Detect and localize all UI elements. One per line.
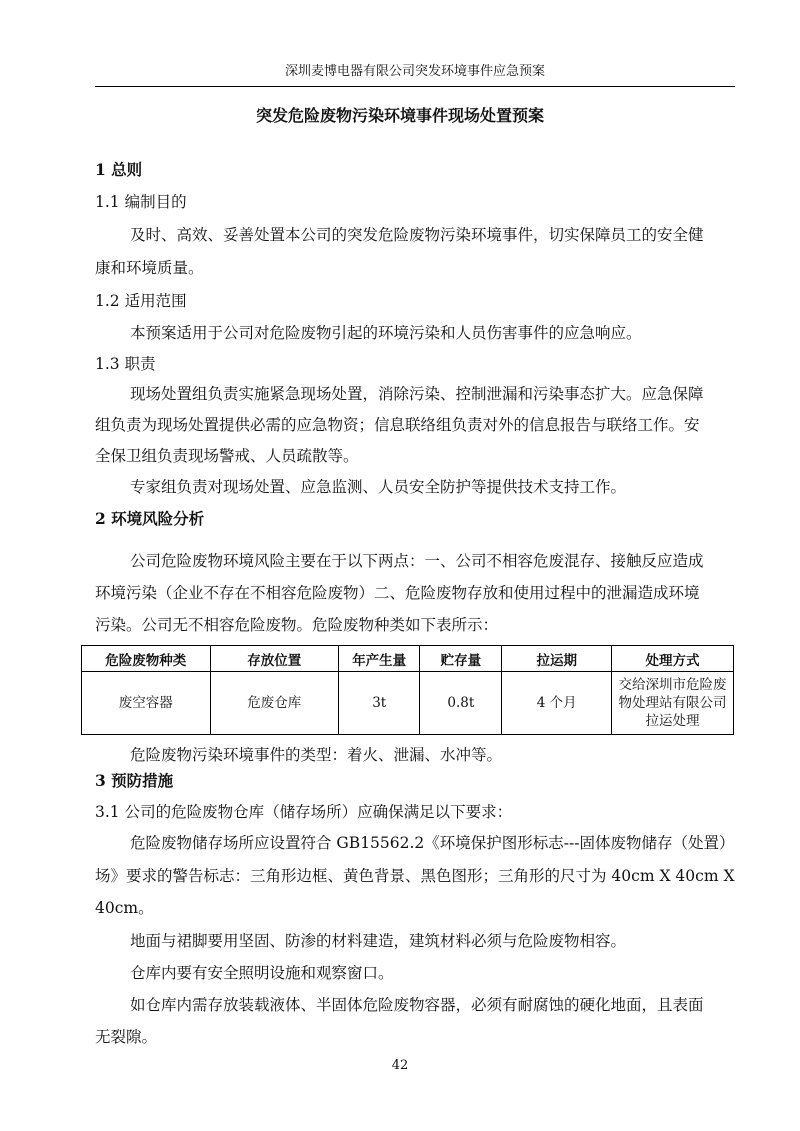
paragraph-risk-line-1: 公司危险废物环境风险主要在于以下两点：一、公司不相容危废混存、接触反应造成: [130, 552, 704, 570]
table-header: 存放位置: [210, 646, 339, 672]
paragraph-risk-line-2: 环境污染（企业不存在不相容危险废物）二、危险废物存放和使用过程中的泄漏造成环境: [95, 584, 700, 602]
disposal-method-line-1: 交给深圳市危险废: [618, 677, 727, 693]
paragraph-liquid-storage-line-1: 如仓库内需存放装载液体、半固体危险废物容器，必须有耐腐蚀的硬化地面，且表面: [130, 996, 704, 1014]
paragraph-signage-line-3: 40cm。: [95, 899, 154, 917]
table-row: [82, 672, 734, 735]
hazardous-waste-table: [81, 645, 734, 735]
paragraph-duties-line-2: 组负责为现场处置提供必需的应急物资；信息联络组负责对外的信息报告与联络工作。安: [95, 416, 700, 434]
paragraph-event-types: 危险废物污染环境事件的类型：着火、泄漏、水冲等。: [130, 746, 503, 764]
section-1-1-heading: 1.1 编制目的: [95, 193, 187, 211]
paragraph-scope: 本预案适用于公司对危险废物引起的环境污染和人员伤害事件的应急响应。: [130, 324, 642, 342]
cell-disposal-method: [612, 672, 734, 735]
running-header: 深圳麦博电器有限公司突发环境事件应急预案: [95, 64, 735, 87]
paragraph-duties-line-3: 全保卫组负责现场警戒、人员疏散等。: [95, 447, 359, 465]
paragraph-signage-line-1: 危险废物储存场所应设置符合 GB15562.2《环境保护图形标志---固体废物储存（处置）: [130, 834, 735, 852]
document-title: 突发危险废物污染环境事件现场处置预案: [255, 106, 544, 125]
paragraph-liquid-storage-line-2: 无裂隙。: [95, 1028, 158, 1046]
section-1-2-heading: 1.2 适用范围: [95, 292, 187, 310]
paragraph-risk-line-3: 污染。公司无不相容危险废物。危险废物种类如下表所示：: [95, 616, 499, 634]
table-header-row: [82, 646, 734, 672]
table-header: 贮存量: [420, 646, 502, 672]
table-header: 处理方式: [612, 646, 734, 672]
section-3-heading: 3 预防措施: [95, 771, 174, 790]
table-header: 危险废物种类: [82, 646, 211, 672]
paragraph-lighting: 仓库内要有安全照明设施和观察窗口。: [130, 964, 394, 982]
paragraph-duties-line-4: 专家组负责对现场处置、应急监测、人员安全防护等提供技术支持工作。: [130, 478, 627, 496]
section-2-heading: 2 环境风险分析: [95, 509, 205, 528]
disposal-method-line-3: 拉运处理: [645, 713, 700, 729]
table-header: 年产生量: [339, 646, 420, 672]
paragraph-purpose-line-2: 康和环境质量。: [95, 259, 204, 277]
section-3-1-heading: 3.1 公司的危险废物仓库（储存场所）应确保满足以下要求：: [95, 803, 513, 821]
cell-annual-output: 3t: [339, 672, 420, 735]
paragraph-floor: 地面与裙脚要用坚固、防渗的材料建造，建筑材料必须与危险废物相容。: [130, 932, 627, 950]
paragraph-duties-line-1: 现场处置组负责实施紧急现场处置，消除污染、控制泄漏和污染事态扩大。应急保障: [130, 385, 704, 403]
section-1-3-heading: 1.3 职责: [95, 355, 156, 373]
cell-storage-location: 危废仓库: [210, 672, 339, 735]
table-header: 拉运期: [502, 646, 612, 672]
cell-haul-period: 4 个月: [502, 672, 612, 735]
cell-storage-amount: 0.8t: [420, 672, 502, 735]
section-1-heading: 1 总则: [95, 160, 143, 179]
page-number: 42: [391, 1058, 409, 1073]
paragraph-signage-line-2: 场》要求的警告标志：三角形边框、黄色背景、黑色图形；三角形的尺寸为 40cm X 40cm X: [95, 867, 735, 885]
disposal-method-line-2: 物处理站有限公司: [618, 695, 727, 711]
cell-waste-type: 废空容器: [82, 672, 211, 735]
paragraph-purpose-line-1: 及时、高效、妥善处置本公司的突发危险废物污染环境事件，切实保障员工的安全健: [130, 226, 704, 244]
